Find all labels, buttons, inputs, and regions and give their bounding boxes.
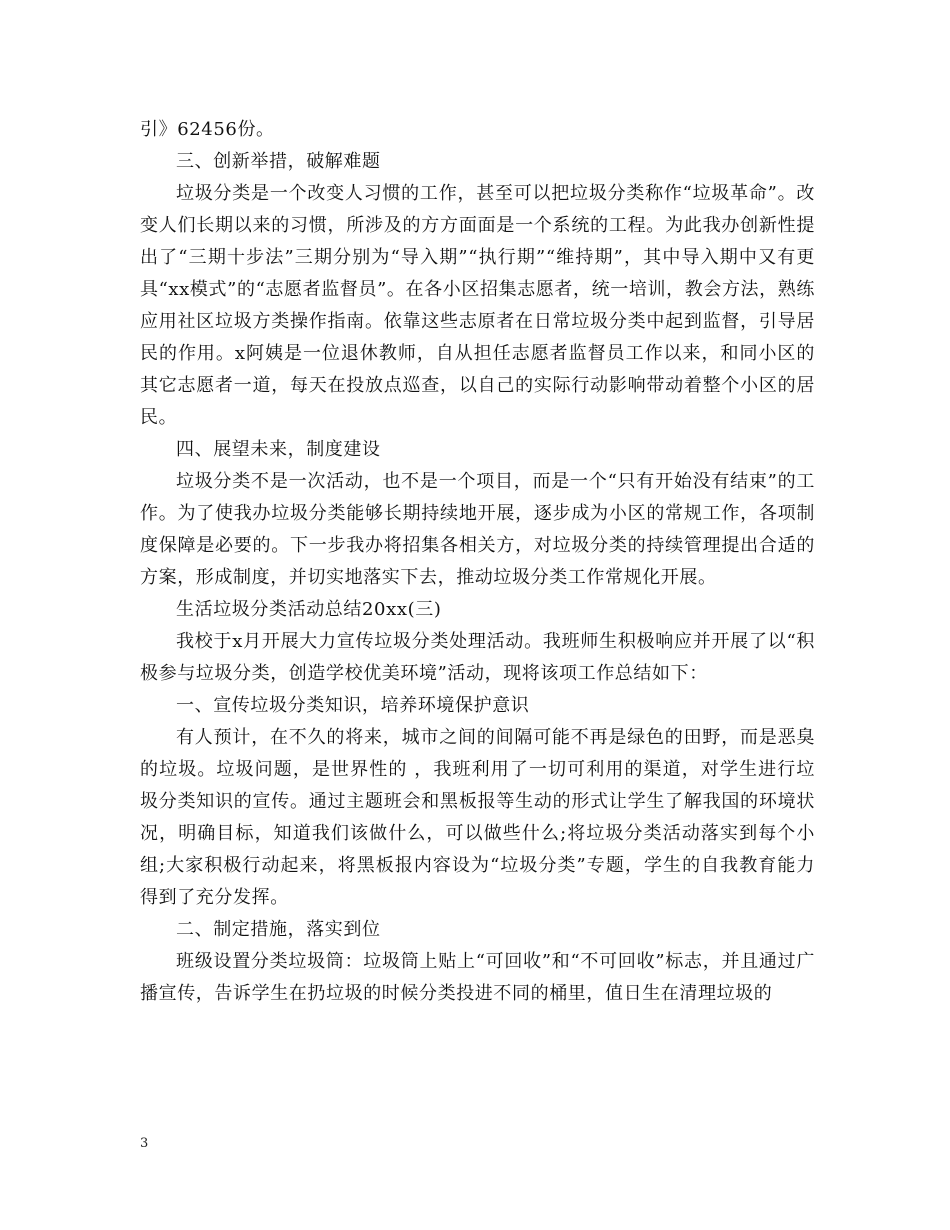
paragraph: 生活垃圾分类活动总结20xx(三) (176, 599, 442, 620)
paragraph: 垃圾分类是一个改变人习惯的工作，甚至可以把垃圾分类称作“垃圾革命”。改变人们长期以来的习惯，所涉及的方方面面是一个系统的工程。为此我办创新性提出了“三期十步法”三期分别为“导入期”“执行期”“维持期”，其中导入期中又有更具“xx模式”的“志愿者监督员”。在各小区招集志愿者，统一培训，教会方法，熟练应用社区垃圾方类操作指南。依靠这些志原者在日常垃圾分类中起到监督，引导居民的作用。x阿姨是一位退休教师，自从担任志愿者监督员工作以来，和同小区的其它志愿者一道，每天在投放点巡查，以自己的实际行动影响带动着整个小区的居民。 (140, 183, 815, 428)
paragraph: 有人预计，在不久的将来，城市之间的间隔可能不再是绿色的田野，而是恶臭的垃圾。垃圾问题，是世界性的 ，我班利用了一切可利用的渠道，对学生进行垃圾分类知识的宣传。通过主题班会和黑板报等生动的形式让学生了解我国的环境状况，明确目标，知道我们该做什么，可以做些什么;将垃圾分类活动落实到每个小组;大家积极行动起来，将黑板报内容设为“垃圾分类”专题，学生的自我教育能力得到了充分发挥。 (140, 727, 815, 908)
paragraph: 三、创新举措，破解难题 (176, 151, 381, 172)
paragraph: 引》62456份。 (140, 119, 275, 140)
document-body (140, 114, 815, 1010)
paragraph: 班级设置分类垃圾筒：垃圾筒上贴上“可回收”和“不可回收”标志，并且通过广播宣传，告诉学生在扔垃圾的时候分类投进不同的桶里，值日生在清理垃圾的 (140, 951, 815, 1004)
paragraph: 垃圾分类不是一次活动，也不是一个项目，而是一个“只有开始没有结束”的工作。为了使我办垃圾分类能够长期持续地开展，逐步成为小区的常规工作，各项制度保障是必要的。下一步我办将招集各相关方，对垃圾分类的持续管理提出合适的方案，形成制度，并切实地落实下去，推动垃圾分类工作常规化开展。 (140, 471, 815, 588)
paragraph: 一、宣传垃圾分类知识，培养环境保护意识 (176, 695, 530, 716)
paragraph: 二、制定措施，落实到位 (176, 919, 381, 940)
paragraph: 我校于x月开展大力宣传垃圾分类处理活动。我班师生积极响应并开展了以“积极参与垃圾分类，创造学校优美环境”活动，现将该项工作总结如下： (140, 631, 815, 684)
page-number: 3 (140, 1136, 149, 1151)
paragraph: 四、展望未来，制度建设 (176, 439, 381, 460)
